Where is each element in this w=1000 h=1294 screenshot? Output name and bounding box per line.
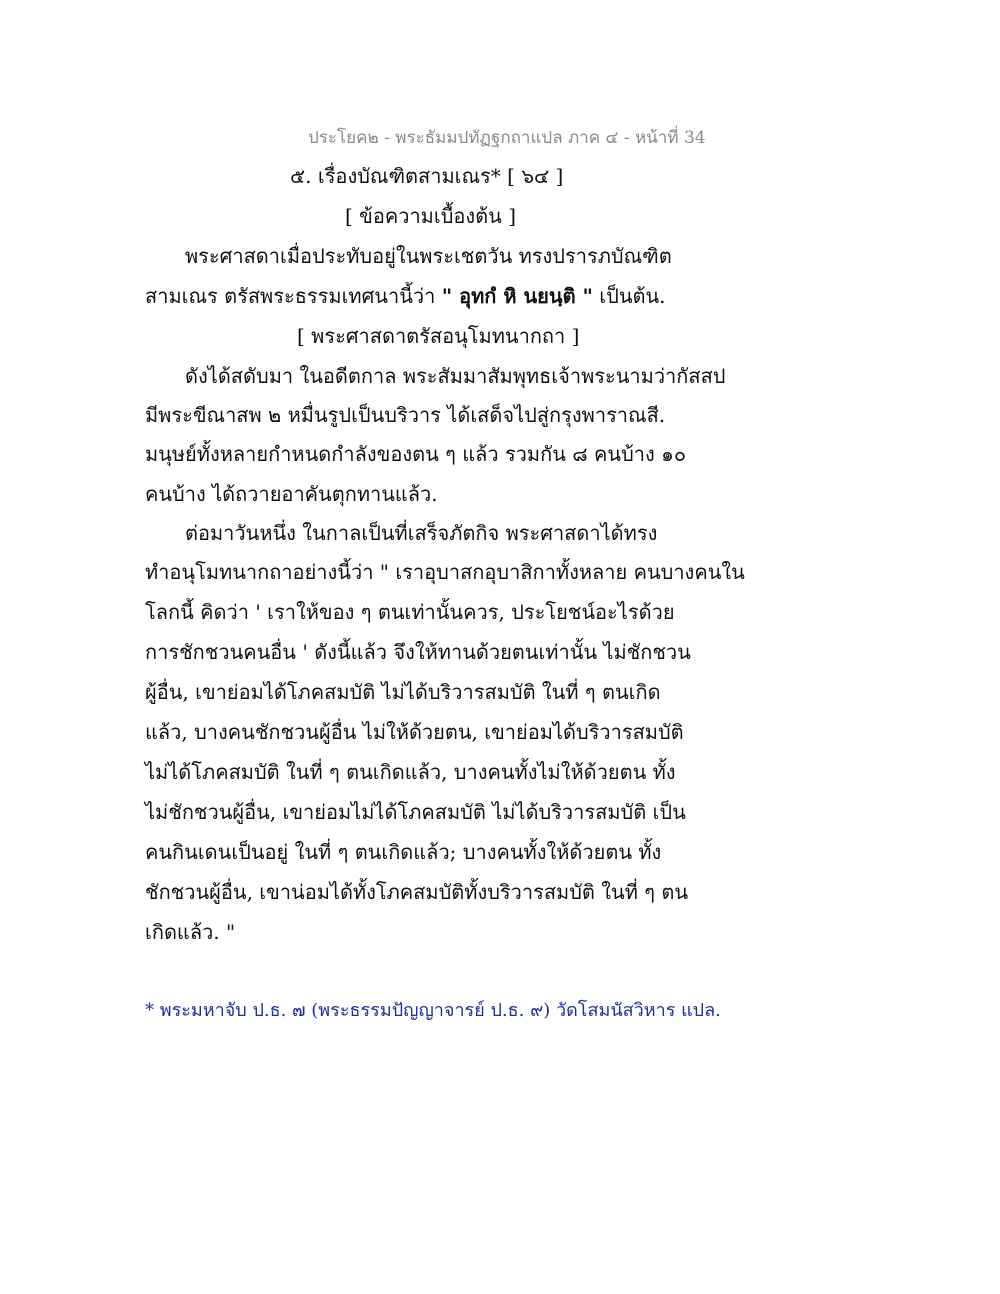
text-span: สามเณร ตรัสพระธรรมเทศนานี้ว่า (145, 284, 442, 308)
paragraph-line: ชักชวนผู้อื่น, เขาน่อมได้ทั้งโภคสมบัติทั้งบริวารสมบัติ ในที่ ๆ ตน (145, 880, 689, 904)
paragraph-line: ทำอนุโมทนากถาอย่างนี้ว่า " เราอุบาสกอุบาสิกาทั้งหลาย คนบางคนใน (145, 560, 745, 584)
paragraph-line: คนบ้าง ได้ถวายอาคันตุกทานแล้ว. (145, 482, 438, 506)
paragraph-line: การชักชวนคนอื่น ' ดังนี้แล้ว จึงให้ทานด้วยตนเท่านั้น ไม่ชักชวน (145, 640, 691, 664)
paragraph-line: แล้ว, บางคนชักชวนผู้อื่น ไม่ให้ด้วยตน, เขาย่อมได้บริวารสมบัติ (145, 720, 684, 744)
paragraph-line: ผู้อื่น, เขาย่อมได้โภคสมบัติ ไม่ได้บริวารสมบัติ ในที่ ๆ ตนเกิด (145, 680, 661, 704)
section-heading-blessing: [ พระศาสดาตรัสอนุโมทนากถา ] (297, 324, 580, 348)
paragraph-line: มนุษย์ทั้งหลายกำหนดกำลังของตน ๆ แล้ว รวมกัน ๘ คนบ้าง ๑๐ (145, 442, 687, 466)
paragraph-line: ไม่ได้โภคสมบัติ ในที่ ๆ ตนเกิดแล้ว, บางคนทั้งไม่ให้ด้วยตน ทั้ง (145, 760, 676, 784)
paragraph-line: ต่อมาวันหนึ่ง ในกาลเป็นที่เสร็จภัตกิจ พระศาสดาได้ทรง (185, 521, 658, 545)
paragraph-line: คนกินเดนเป็นอยู่ ในที่ ๆ ตนเกิดแล้ว; บางคนทั้งให้ด้วยตน ทั้ง (145, 840, 662, 864)
paragraph-line: ไม่ชักชวนผู้อื่น, เขาย่อมไม่ได้โภคสมบัติ ไม่ได้บริวารสมบัติ เป็น (145, 800, 686, 824)
page-header: ประโยค๒ - พระธัมมปทัฏฐกถาแปล ภาค ๔ - หน้าที่ 34 (308, 128, 706, 148)
paragraph-line: ดังได้สดับมา ในอดีตกาล พระสัมมาสัมพุทธเจ้าพระนามว่ากัสสป (185, 364, 726, 388)
story-title: ๕. เรื่องบัณฑิตสามเณร* [ ๖๔ ] (290, 164, 564, 188)
paragraph-line (145, 280, 666, 312)
footnote: * พระมหาจับ ป.ธ. ๗ (พระธรรมปัญญาจารย์ ป.ธ. ๙) วัดโสมนัสวิหาร แปล. (145, 1000, 721, 1021)
paragraph-line: โลกนี้ คิดว่า ' เราให้ของ ๆ ตนเท่านั้นควร, ประโยชน์อะไรด้วย (145, 600, 675, 624)
paragraph-line: พระศาสดาเมื่อประทับอยู่ในพระเชตวัน ทรงปรารภบัณฑิต (185, 244, 672, 268)
paragraph-line: เกิดแล้ว. " (145, 920, 236, 944)
text-span: เป็นต้น. (592, 284, 666, 308)
pali-quote: " อุทกํ หิ นยนฺติ " (441, 284, 593, 308)
paragraph-line: มีพระขีณาสพ ๒ หมื่นรูปเป็นบริวาร ได้เสด็จไปสู่กรุงพาราณสี. (145, 403, 666, 427)
section-heading-opening: [ ข้อความเบื้องต้น ] (345, 204, 516, 228)
